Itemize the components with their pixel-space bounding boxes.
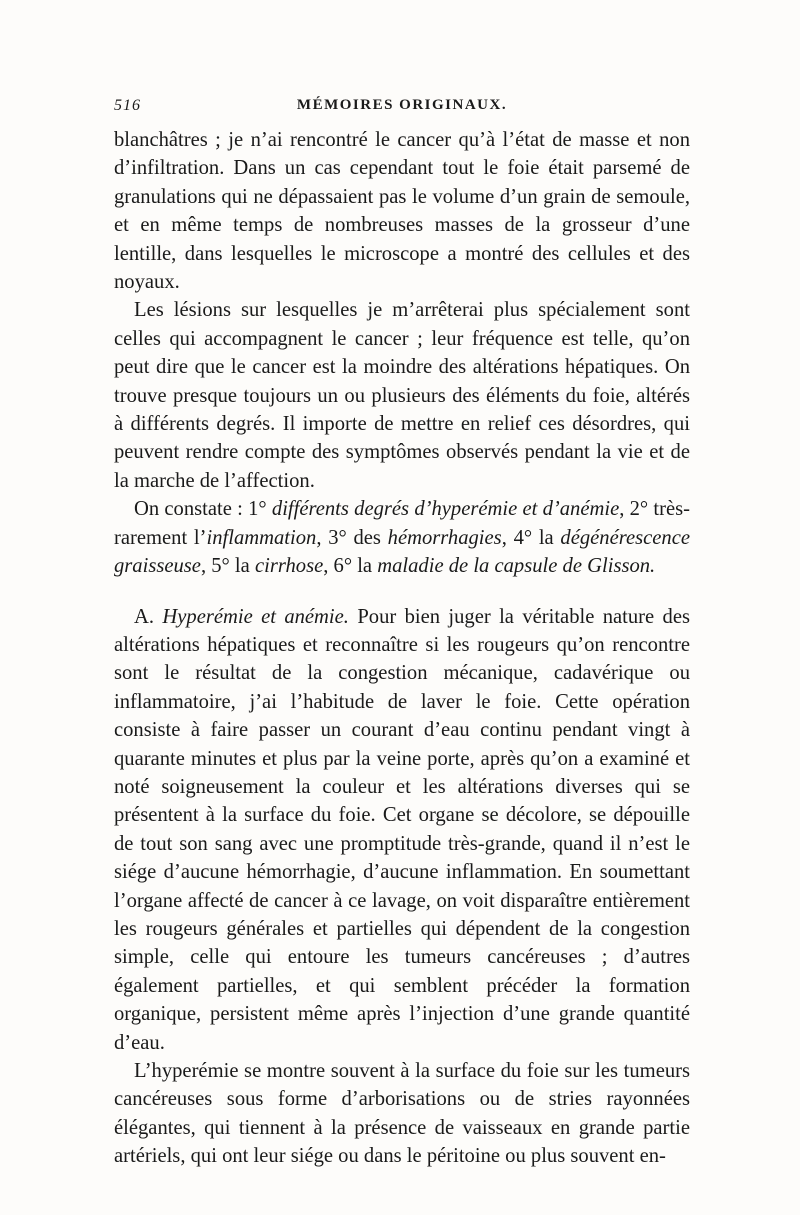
body-text [114,126,690,1171]
text-run: blanchâtres ; je n’ai rencontré le cancer qu’à l’état de masse et non d’infiltration. Dans un cas cependant tout le foie était parsemé de granulations qui ne dépassaient pas le volume d’un grain de semoule, et en même temps de nombreuses masses de la grosseur d’une lentille, dans lesquelles le microscope a montré des cellules et des noyaux. [114,129,690,294]
text-run: Pour bien juger la véritable nature des altérations hépatiques et reconnaître si les rougeurs qu’on rencontre sont le résultat de la congestion mécanique, cadavérique ou inflammatoire, j’ai l’habitude de laver le foie. Cette opération consiste à faire passer un courant d’eau continu pendant vingt à quarante minutes et plus par la veine porte, après qu’on a examiné et noté soigneusement la couleur et les altérations diverses qui se présentent à la surface du foie. Cet organe se décolore, se dépouille de tout son sang avec une promptitude très-grande, quand il n’est le siége d’aucune hémorrhagie, d’aucune inflammation. En soumettant l’organe affecté de cancer à ce lavage, on voit disparaître entièrement les rougeurs générales et partielles qui dépendent de la congestion simple, celle qui entoure les tumeurs cancéreuses ; d’autres également partielles, et qui semblent précéder la formation organique, persistent même après l’injection d’une grande quantité d’eau. [114,605,690,1054]
text-run: , 6° la [323,555,378,578]
italic-text: maladie de la capsule de Glisson. [377,555,656,578]
paragraph [114,1057,690,1171]
italic-text: dégénérescence graisseuse [114,526,690,578]
italic-text: différents degrés d’hyperémie et d’anémie [271,498,620,521]
text-run: , 3° des [316,526,388,549]
page-header [114,97,690,123]
paragraph [114,296,690,495]
section-paragraph-hyperemie [114,603,690,1058]
italic-text: Hyperémie et anémie. [162,605,349,628]
italic-text: inflammation [206,526,317,549]
page-number: 516 [114,97,141,114]
paragraph [114,495,690,580]
text-run: L’hyperémie se montre souvent à la surface du foie sur les tumeurs cancéreuses sous forme d’arborisations ou de stries rayonnées élégantes, qui tiennent à la présence de vaisseaux en grande partie artériels, qui ont leur siége ou dans le péritoine ou plus souvent en- [114,1060,690,1168]
running-head: MÉMOIRES ORIGINAUX. [296,97,508,113]
paragraph [114,126,690,296]
italic-text: cirrhose [254,555,324,578]
text-run: On constate : 1° [134,498,272,521]
italic-text: hémorrhagies [387,526,502,549]
text-run: , 4° la [501,526,561,549]
text-run: , 5° la [200,555,255,578]
text-run: A. [134,605,163,628]
text-run: Les lésions sur lesquelles je m’arrêterai plus spécialement sont celles qui accompagnent le cancer ; leur fréquence est telle, qu’on peut dire que le cancer est la moindre des altérations hépatiques. On trouve presque toujours un ou plusieurs des éléments du foie, altérés à différents degrés. Il importe de mettre en relief ces désordres, qui peuvent rendre compte des symptômes observés pendant la vie et de la marche de l’affection. [114,299,690,492]
text-run: , 2° très-rarement l’ [114,498,690,549]
